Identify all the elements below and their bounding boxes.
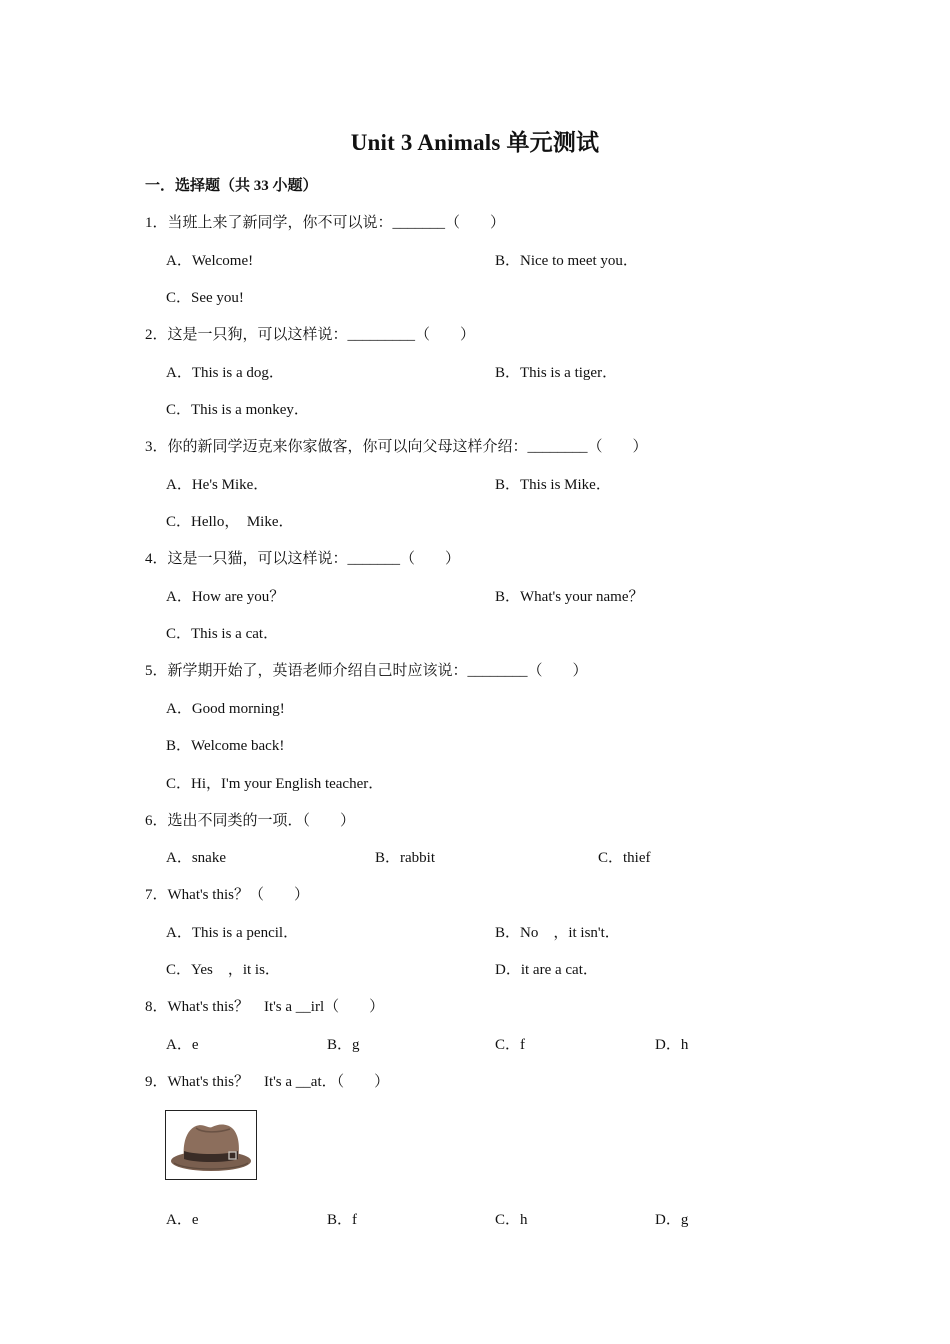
question-stem-1: 1．当班上来了新同学，你不可以说：_______（ ） — [145, 215, 506, 231]
option-2-a[interactable]: A．This is a dog． — [166, 365, 284, 381]
question-stem-3: 3．你的新同学迈克来你家做客，你可以向父母这样介绍：________（ ） — [145, 439, 648, 455]
question-stem-4: 4．这是一只猫，可以这样说：_______（ ） — [145, 551, 461, 567]
option-9-a[interactable]: A．e — [166, 1212, 199, 1228]
question-stem-7: 7．What's this？（ ） — [145, 887, 309, 903]
option-9-c[interactable]: C．h — [495, 1212, 528, 1228]
option-7-d[interactable]: D．it are a cat． — [495, 962, 598, 978]
question-stem-6: 6．选出不同类的一项．（ ） — [145, 813, 356, 829]
option-6-a[interactable]: A．snake — [166, 850, 226, 866]
option-8-a[interactable]: A．e — [166, 1037, 199, 1053]
hat-image — [165, 1110, 257, 1180]
hat-icon — [166, 1111, 256, 1179]
question-stem-9: 9．What's this？ It's a __at．（ ） — [145, 1074, 390, 1090]
option-3-b[interactable]: B．This is Mike． — [495, 477, 611, 493]
option-4-b[interactable]: B．What's your name？ — [495, 589, 644, 605]
option-2-b[interactable]: B．This is a tiger． — [495, 365, 618, 381]
option-6-b[interactable]: B．rabbit — [375, 850, 435, 866]
option-7-a[interactable]: A．This is a pencil． — [166, 925, 299, 941]
option-7-c[interactable]: C．Yes ，it is． — [166, 962, 280, 978]
page-title: Unit 3 Animals 单元测试 — [350, 130, 600, 155]
option-7-b[interactable]: B．No ，it isn't． — [495, 925, 620, 941]
option-8-b[interactable]: B．g — [327, 1037, 360, 1053]
option-8-c[interactable]: C．f — [495, 1037, 526, 1053]
option-9-b[interactable]: B．f — [327, 1212, 358, 1228]
option-1-b[interactable]: B．Nice to meet you． — [495, 253, 638, 269]
question-stem-8: 8．What's this？ It's a __irl（ ） — [145, 999, 385, 1015]
option-6-c[interactable]: C．thief — [598, 850, 651, 866]
question-stem-5: 5．新学期开始了，英语老师介绍自己时应该说：________（ ） — [145, 663, 588, 679]
option-1-c[interactable]: C．See you! — [166, 290, 244, 306]
option-5-c[interactable]: C．Hi，I'm your English teacher． — [166, 776, 384, 792]
option-4-c[interactable]: C．This is a cat． — [166, 626, 279, 642]
option-5-a[interactable]: A．Good morning! — [166, 701, 285, 717]
section-heading: 一．选择题（共 33 小题） — [145, 178, 318, 194]
option-9-d[interactable]: D．g — [655, 1212, 689, 1228]
option-2-c[interactable]: C．This is a monkey． — [166, 402, 309, 418]
option-3-c[interactable]: C．Hello， Mike． — [166, 514, 294, 530]
question-stem-2: 2．这是一只狗，可以这样说：_________（ ） — [145, 327, 476, 343]
option-3-a[interactable]: A．He's Mike． — [166, 477, 269, 493]
option-4-a[interactable]: A．How are you？ — [166, 589, 285, 605]
option-1-a[interactable]: A．Welcome! — [166, 253, 254, 269]
option-8-d[interactable]: D．h — [655, 1037, 689, 1053]
option-5-b[interactable]: B．Welcome back! — [166, 738, 285, 754]
